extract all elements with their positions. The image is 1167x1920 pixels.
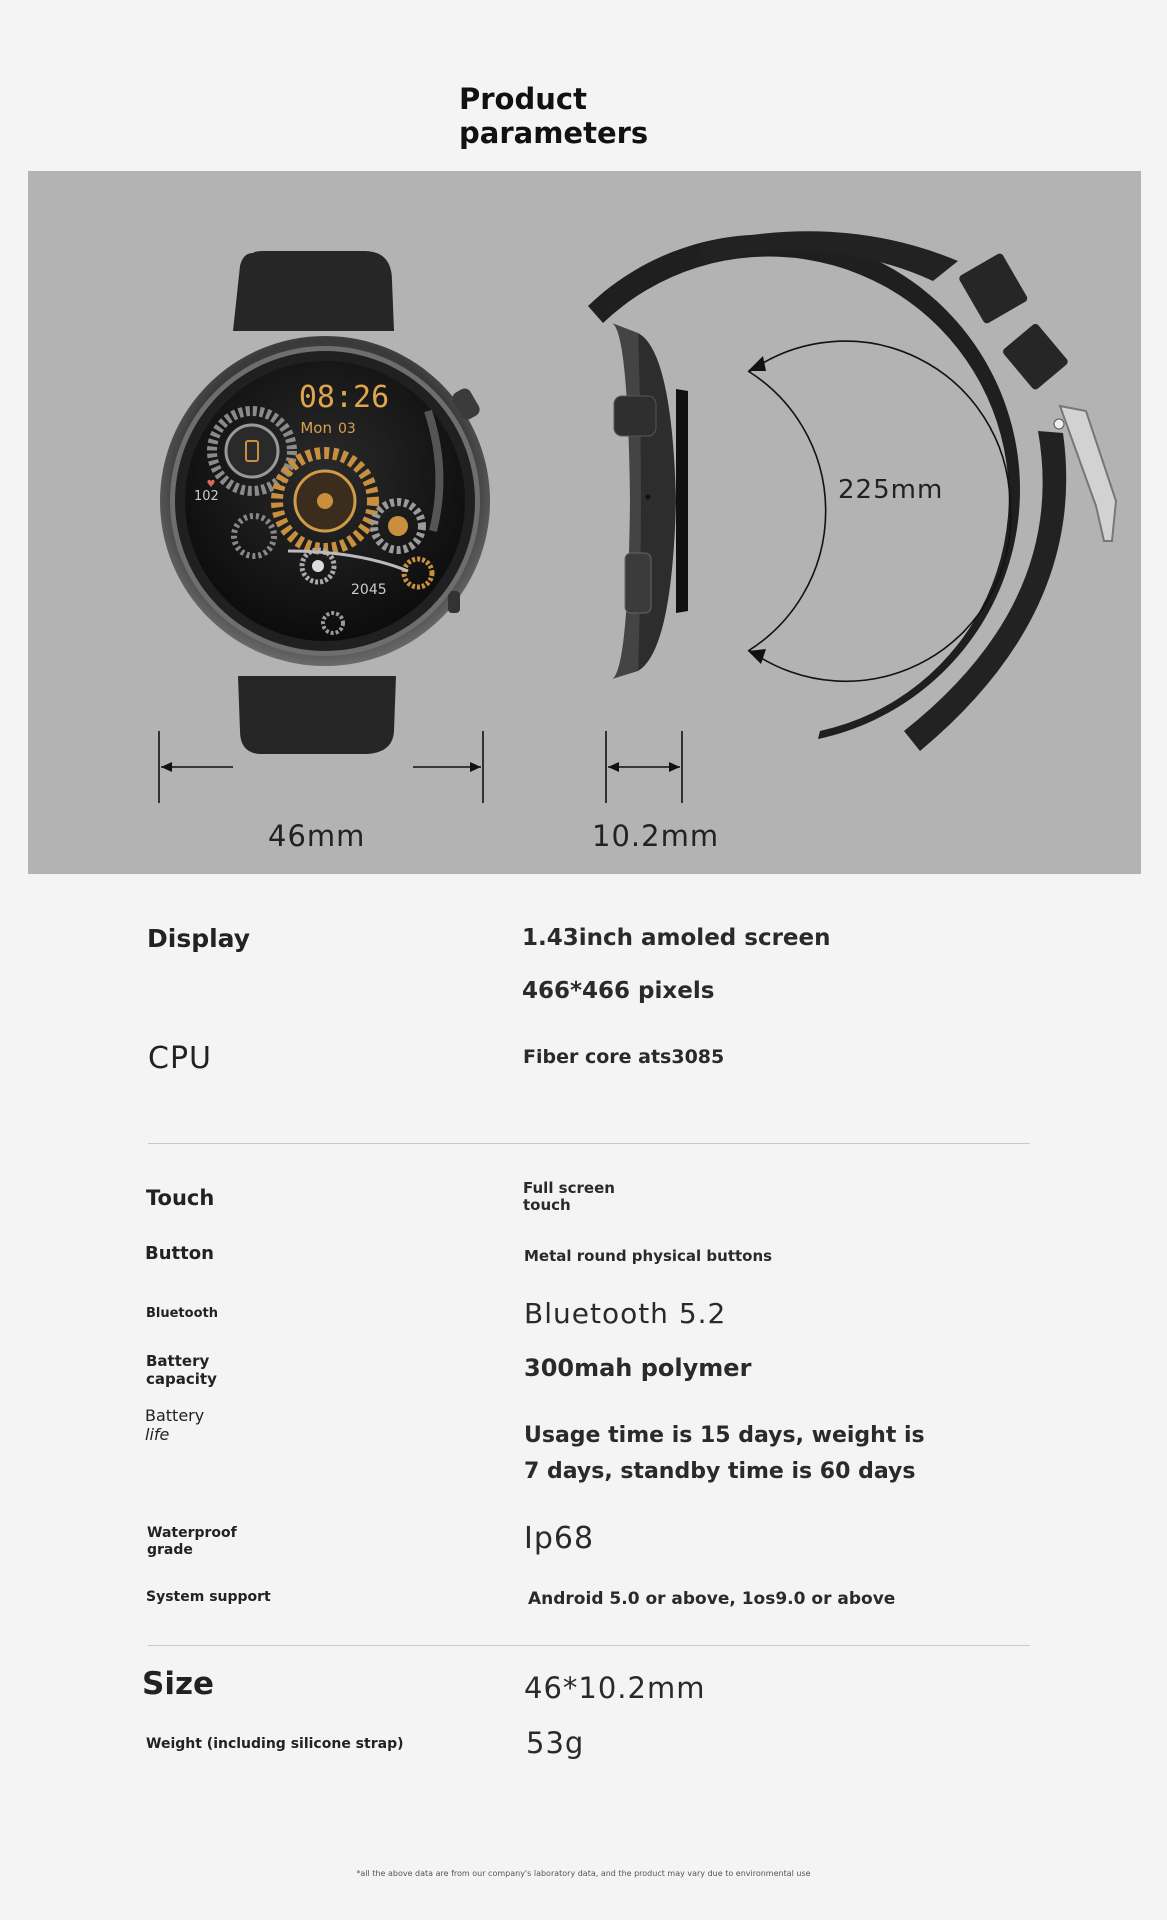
bluetooth-label: Bluetooth [146, 1306, 218, 1321]
size-label: Size [142, 1666, 215, 1702]
watch-day: Mon [300, 419, 332, 437]
display-value-pixels: 466*466 pixels [522, 978, 715, 1004]
display-label: Display [147, 924, 251, 953]
watch-date: 03 [338, 421, 356, 437]
waterproof-label [147, 1525, 237, 1559]
watch-illustration [28, 171, 1141, 874]
battery-capacity-value: 300mah polymer [524, 1354, 752, 1382]
touch-value-line-2: touch [523, 1196, 571, 1214]
steps-value: 2045 [351, 582, 387, 598]
system-support-label: System support [146, 1589, 271, 1605]
battery-life-label-line-2: life [145, 1425, 170, 1444]
waterproof-label-line-1: Waterproof [147, 1525, 237, 1541]
strap-length-label: 225mm [838, 475, 944, 505]
heart-rate-value: 102 [194, 489, 219, 504]
waterproof-value: Ip68 [524, 1521, 595, 1556]
touch-value [523, 1180, 615, 1214]
display-value-screen: 1.43inch amoled screen [522, 925, 831, 951]
touch-value-line-1: Full screen [523, 1179, 615, 1197]
thickness-label: 10.2mm [592, 819, 720, 853]
thickness-dimension-lines [606, 731, 682, 803]
battery-life-value [524, 1418, 925, 1490]
button-label: Button [145, 1243, 214, 1264]
page-title [459, 82, 648, 150]
side-button-icon [448, 591, 460, 613]
cpu-value: Fiber core ats3085 [523, 1046, 725, 1068]
section-divider-2 [148, 1645, 1030, 1646]
title-line-1: Product [459, 82, 587, 116]
diameter-label: 46mm [268, 819, 366, 853]
battery-life-label [145, 1406, 204, 1444]
footnote: *all the above data are from our company's laboratory data, and the product may vary due to environmental use [356, 1869, 811, 1878]
touch-label: Touch [146, 1186, 215, 1210]
watch-time: 08:26 [298, 380, 390, 415]
section-divider-1 [148, 1143, 1030, 1144]
product-image-panel [28, 171, 1141, 874]
system-support-value: Android 5.0 or above, 1os9.0 or above [528, 1589, 896, 1609]
heart-icon: ♥ [206, 479, 216, 490]
battery-capacity-label-line-2: capacity [146, 1370, 217, 1388]
waterproof-label-line-2: grade [147, 1542, 193, 1558]
bluetooth-value: Bluetooth 5.2 [524, 1297, 727, 1330]
button-value: Metal round physical buttons [524, 1247, 773, 1265]
battery-capacity-label-line-1: Battery [146, 1352, 210, 1370]
size-value: 46*10.2mm [524, 1671, 706, 1705]
battery-life-label-line-1: Battery [145, 1406, 205, 1425]
battery-capacity-label [146, 1352, 217, 1388]
cpu-label: CPU [148, 1041, 212, 1076]
battery-life-value-line-1: Usage time is 15 days, weight is [524, 1423, 925, 1448]
title-line-2: parameters [459, 116, 649, 151]
battery-life-value-line-2: 7 days, standby time is 60 days [524, 1459, 916, 1484]
weight-value: 53g [526, 1726, 585, 1760]
weight-label: Weight (including silicone strap) [146, 1736, 404, 1752]
